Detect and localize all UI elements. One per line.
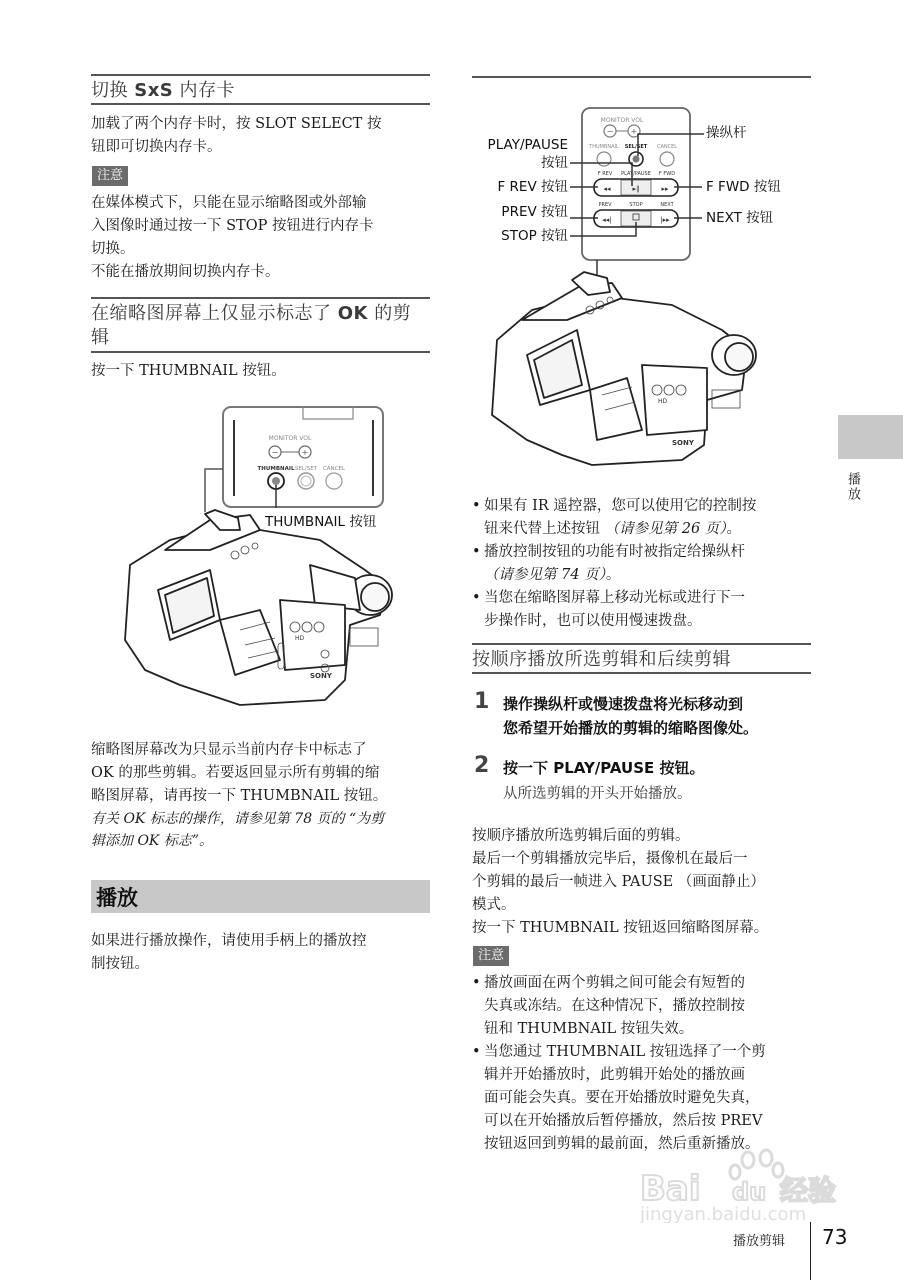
svg-text:du: du — [732, 1178, 767, 1206]
svg-text:按钮: 按钮 — [541, 155, 568, 171]
svg-text:CANCEL: CANCEL — [656, 144, 678, 150]
list-item: • 当您在缩略图屏幕上移动光标或进行下一 步操作时，也可以使用慢速拨盘。 — [472, 587, 812, 633]
reference-ok-mark: 有关 OK 标志的操作，请参见第 78 页的 “为剪 辑添加 OK 标志”。 — [91, 811, 385, 849]
svg-text:F REV 按钮: F REV 按钮 — [497, 179, 568, 195]
svg-text:◂◂|: ◂◂| — [602, 216, 612, 224]
svg-text:jingyan.baidu.com: jingyan.baidu.com — [640, 1204, 807, 1223]
svg-text:PREV: PREV — [598, 202, 612, 208]
svg-text:MONITOR VOL: MONITOR VOL — [600, 117, 644, 124]
camcorder-thumbnail-figure — [110, 400, 410, 730]
svg-text:|▸▸: |▸▸ — [660, 216, 670, 224]
svg-text:F FWD 按钮: F FWD 按钮 — [706, 179, 781, 195]
note-text-switch-card: 在媒体模式下，只能在显示缩略图或外部输 入图像时通过按一下 STOP 按钮进行内存卡 切换。 不能在播放期间切换内存卡。 — [91, 195, 374, 280]
notes-list — [472, 972, 817, 1156]
step-2-text: 按一下 PLAY/PAUSE 按钮。 — [503, 759, 705, 777]
baidu-watermark — [640, 1148, 860, 1223]
svg-text:SEL/SET: SEL/SET — [294, 466, 318, 472]
svg-text:▸▸: ▸▸ — [661, 185, 669, 193]
svg-text:SEL/SET: SEL/SET — [624, 144, 648, 150]
heading-play-selected-clips: 按顺序播放所选剪辑和后续剪辑 — [472, 649, 731, 670]
section-top-rule — [91, 297, 430, 299]
svg-text:NEXT 按钮: NEXT 按钮 — [706, 210, 774, 226]
list-item: • 如果有 IR 遥控器，您可以使用它的控制按 钮来代替上述按钮 （请参见第 26 页）。 — [472, 495, 812, 541]
step-1-text: 操作操纵杆或慢速拨盘将光标移动到 您希望开始播放的剪辑的缩略图像处。 — [503, 695, 759, 737]
paragraph-sequential-playback: 按顺序播放所选剪辑后面的剪辑。 最后一个剪辑播放完毕后，摄像机在最后一 个剪辑的最后一帧进入 PAUSE （画面静止） 模式。 按一下 THUMBNAIL 按钮返回缩略图屏幕。 — [472, 828, 769, 936]
svg-text:+: + — [301, 448, 309, 457]
svg-text:−: − — [606, 127, 614, 136]
step-number: 2 — [474, 753, 490, 778]
list-item: • 播放控制按钮的功能有时被指定给操纵杆 （请参见第 74 页）。 — [472, 541, 812, 587]
paragraph-playback-intro: 如果进行播放操作，请使用手柄上的播放控 制按钮。 — [91, 933, 367, 972]
svg-text:+: + — [630, 127, 638, 136]
svg-text:操纵杆: 操纵杆 — [706, 125, 747, 141]
svg-text:STOP 按钮: STOP 按钮 — [501, 228, 568, 244]
svg-text:F REV: F REV — [597, 171, 613, 177]
svg-text:HD: HD — [658, 398, 668, 405]
svg-text:HD: HD — [295, 635, 305, 642]
section-top-rule — [472, 643, 811, 645]
svg-text:NEXT: NEXT — [660, 202, 674, 208]
svg-text:THUMBNAIL: THUMBNAIL — [589, 144, 619, 150]
paragraph-switch-card: 加载了两个内存卡时，按 SLOT SELECT 按 钮即可切换内存卡。 — [91, 116, 382, 155]
thumbnail-button — [597, 152, 611, 166]
svg-text:◂◂: ◂◂ — [603, 185, 611, 193]
page-reference: （请参见第 26 页） — [604, 521, 727, 537]
svg-text:PREV 按钮: PREV 按钮 — [501, 204, 568, 220]
svg-text:CANCEL: CANCEL — [322, 466, 346, 472]
page-reference: （请参见第 74 页） — [484, 567, 606, 583]
section-bottom-rule — [472, 672, 811, 674]
heading-show-ok-clips: 在缩略图屏幕上仅显示标志了 OK 的剪 辑 — [91, 303, 412, 348]
svg-text:THUMBNAIL: THUMBNAIL — [257, 466, 295, 472]
svg-text:经验: 经验 — [780, 1174, 837, 1207]
list-item: • 当您通过 THUMBNAIL 按钮选择了一个剪 辑并开始播放时，此剪辑开始处的播放画 面可能会失真。要在开始播放时避免失真， 可以在开始播放后暂停播放，然后按 PREV 按钮返回到剪辑的最前面，然后重新播放。 — [472, 1041, 817, 1156]
cancel-button — [326, 473, 342, 489]
tips-list — [472, 495, 812, 633]
svg-text:Bai: Bai — [640, 1169, 701, 1209]
page-number: 73 — [822, 1225, 848, 1249]
heading-switch-sxs-card: 切换 SxS 内存卡 — [91, 80, 236, 101]
section-top-rule — [91, 74, 430, 76]
instruction-press-thumbnail: 按一下 THUMBNAIL 按钮。 — [91, 363, 286, 379]
svg-text:PLAY/PAUSE: PLAY/PAUSE — [621, 171, 651, 177]
label-monitor-vol: MONITOR VOL — [268, 435, 312, 442]
svg-text:SONY: SONY — [310, 672, 332, 680]
footer-section-label: 播放剪辑 — [733, 1234, 786, 1249]
svg-text:▸∥: ▸∥ — [632, 185, 640, 193]
svg-text:THUMBNAIL 按钮: THUMBNAIL 按钮 — [265, 514, 377, 530]
section-bottom-rule — [91, 103, 430, 105]
svg-text:−: − — [271, 448, 279, 457]
step-number: 1 — [474, 689, 490, 714]
section-bottom-rule — [91, 351, 430, 353]
list-item: • 播放画面在两个剪辑之间可能会有短暂的 失真或冻结。在这种情况下，播放控制按 钮和 THUMBNAIL 按钮失效。 — [472, 972, 817, 1041]
svg-text:F FWD: F FWD — [658, 171, 676, 177]
chapter-title: 播放 — [96, 886, 138, 910]
section-top-rule — [472, 76, 811, 78]
footer-divider — [810, 1222, 811, 1280]
note-badge: 注意 — [473, 946, 509, 966]
note-badge: 注意 — [92, 166, 128, 186]
chapter-title-bar — [91, 880, 430, 913]
svg-text:SONY: SONY — [672, 439, 694, 447]
svg-text:STOP: STOP — [629, 202, 643, 208]
playback-controls-figure — [472, 100, 812, 480]
step-2-result: 从所选剪辑的开头开始播放。 — [503, 786, 692, 802]
paragraph-thumbnail-result: 缩略图屏幕改为只显示当前内存卡中标志了 OK 的那些剪辑。若要返回显示所有剪辑的缩 略图屏幕，请再按一下 THUMBNAIL 按钮。 — [91, 742, 388, 804]
sel-set-button — [298, 473, 314, 489]
svg-text:PLAY/PAUSE: PLAY/PAUSE — [487, 137, 568, 153]
cancel-button — [660, 152, 674, 166]
chapter-side-tab — [838, 415, 903, 459]
chapter-side-label: 播放 — [845, 472, 860, 502]
